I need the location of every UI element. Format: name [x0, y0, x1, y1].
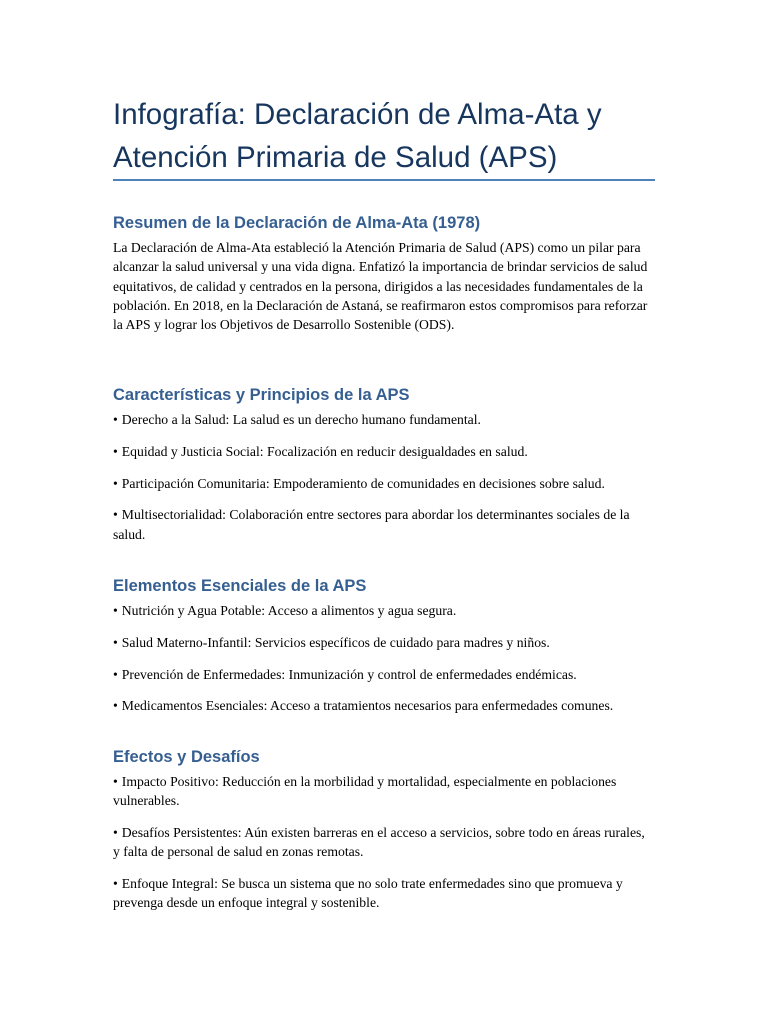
section-principles: [113, 385, 655, 556]
list-item: [113, 696, 655, 715]
list-item-text: Nutrición y Agua Potable: Acceso a alimentos y agua segura.: [121, 603, 457, 618]
section-summary: [113, 213, 655, 334]
list-item: [113, 474, 655, 493]
list-item-text: Prevención de Enfermedades: Inmunización y control de enfermedades endémicas.: [121, 666, 577, 682]
section-heading-principles: Características y Principios de la APS: [113, 386, 410, 404]
bullet-icon: •: [113, 825, 118, 841]
bullet-icon: •: [113, 507, 118, 523]
list-item-text: Medicamentos Esenciales: Acceso a tratamientos necesarios para enfermedades comunes.: [121, 698, 614, 714]
bullet-icon: •: [113, 475, 118, 491]
section-heading-effects: Efectos y Desafíos: [113, 748, 260, 766]
title-divider: [113, 179, 655, 181]
list-item-text: Participación Comunitaria: Empoderamiento de comunidades en decisiones sobre salud.: [121, 475, 605, 491]
list-item-text: Equidad y Justicia Social: Focalización en reducir desigualdades en salud.: [121, 443, 528, 459]
section-effects: [113, 747, 655, 925]
list-item: [113, 874, 655, 913]
bullet-icon: •: [113, 634, 118, 650]
list-item-text: Multisectorialidad: Colaboración entre sectores para abordar los determinantes sociales de la salud.: [113, 507, 630, 542]
list-item: [113, 823, 655, 862]
list-item: [113, 410, 655, 429]
summary-paragraph: La Declaración de Alma-Ata estableció la Atención Primaria de Salud (APS) como un pilar para alcanzar la salud universal y una vida digna. Enfatizó la importancia de brindar servicios de salud equitativos, de calidad y centrados en la persona, dirigidos a las necesidades fundamentales de la población. En 2018, en la Declaración de Astaná, se reafirmaron estos compromisos para reforzar la APS y lograr los Objetivos de Desarrollo Sostenible (ODS).: [113, 240, 648, 333]
list-item-text: Enfoque Integral: Se busca un sistema que no solo trate enfermedades sino que promueva y prevenga desde un enfoque integral y sostenible.: [113, 876, 623, 911]
list-item-text: Impacto Positivo: Reducción en la morbilidad y mortalidad, especialmente en poblaciones vulnerables.: [113, 774, 617, 809]
bullet-icon: •: [113, 698, 118, 714]
list-item: [113, 601, 655, 620]
list-item: [113, 772, 655, 811]
list-item: [113, 442, 655, 461]
list-item-text: Derecho a la Salud: La salud es un derecho humano fundamental.: [121, 412, 481, 427]
bullet-icon: •: [113, 666, 118, 682]
bullet-icon: •: [113, 412, 118, 427]
bullet-icon: •: [113, 603, 118, 618]
bullet-icon: •: [113, 443, 118, 459]
bullet-icon: •: [113, 876, 118, 892]
list-item-text: Salud Materno-Infantil: Servicios específicos de cuidado para madres y niños.: [121, 634, 550, 650]
list-item-text: Desafíos Persistentes: Aún existen barreras en el acceso a servicios, sobre todo en áreas rurales, y falta de personal de salud en zonas remotas.: [113, 825, 645, 860]
list-item: [113, 633, 655, 652]
list-item: [113, 505, 655, 544]
section-heading-summary: Resumen de la Declaración de Alma-Ata (1978): [113, 214, 481, 232]
document-title: Infografía: Declaración de Alma-Ata y Atención Primaria de Salud (APS): [113, 98, 602, 174]
section-heading-elements: Elementos Esenciales de la APS: [113, 577, 367, 595]
section-elements: [113, 576, 655, 728]
bullet-icon: •: [113, 774, 118, 789]
list-item: [113, 665, 655, 684]
